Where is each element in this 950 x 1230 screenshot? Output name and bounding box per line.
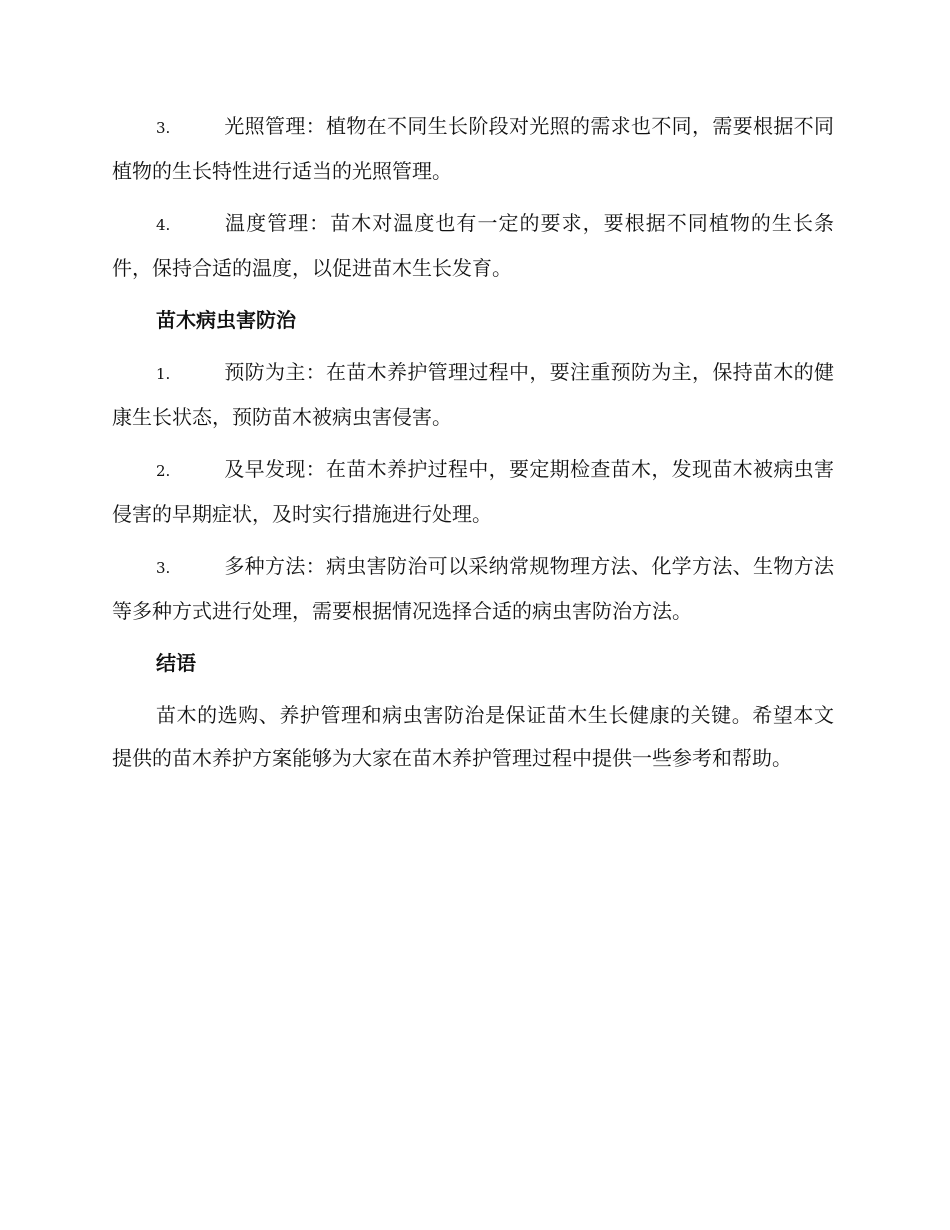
list-item-text: 预防为主：在苗木养护管理过程中，要注重预防为主，保持苗木的健康生长状态，预防苗木被病虫害侵害。 <box>112 360 834 429</box>
list-item-number: 4. <box>156 216 171 234</box>
conclusion-paragraph: 苗木的选购、养护管理和病虫害防治是保证苗木生长健康的关键。希望本文提供的苗木养护方案能够为大家在苗木养护管理过程中提供一些参考和帮助。 <box>112 703 834 770</box>
list-item <box>112 202 834 290</box>
list-item-text: 及早发现：在苗木养护过程中，要定期检查苗木，发现苗木被病虫害侵害的早期症状，及时实行措施进行处理。 <box>112 457 834 526</box>
list-item-number: 3. <box>156 559 171 577</box>
list-item <box>112 351 834 439</box>
section-heading-conclusion: 结语 <box>156 651 196 675</box>
list-item <box>112 545 834 633</box>
document-page <box>112 105 834 780</box>
list-item-number: 1. <box>156 365 171 383</box>
list-item <box>112 448 834 536</box>
section-heading-pest-control: 苗木病虫害防治 <box>156 308 296 332</box>
list-item-text: 光照管理：植物在不同生长阶段对光照的需求也不同，需要根据不同植物的生长特性进行适当的光照管理。 <box>112 114 834 183</box>
list-item-number: 2. <box>156 462 171 480</box>
list-item-text: 温度管理：苗木对温度也有一定的要求，要根据不同植物的生长条件，保持合适的温度，以促进苗木生长发育。 <box>112 211 834 280</box>
list-item-text: 多种方法：病虫害防治可以采纳常规物理方法、化学方法、生物方法等多种方式进行处理，需要根据情况选择合适的病虫害防治方法。 <box>112 554 834 623</box>
list-item-number: 3. <box>156 119 171 137</box>
list-item <box>112 105 834 193</box>
